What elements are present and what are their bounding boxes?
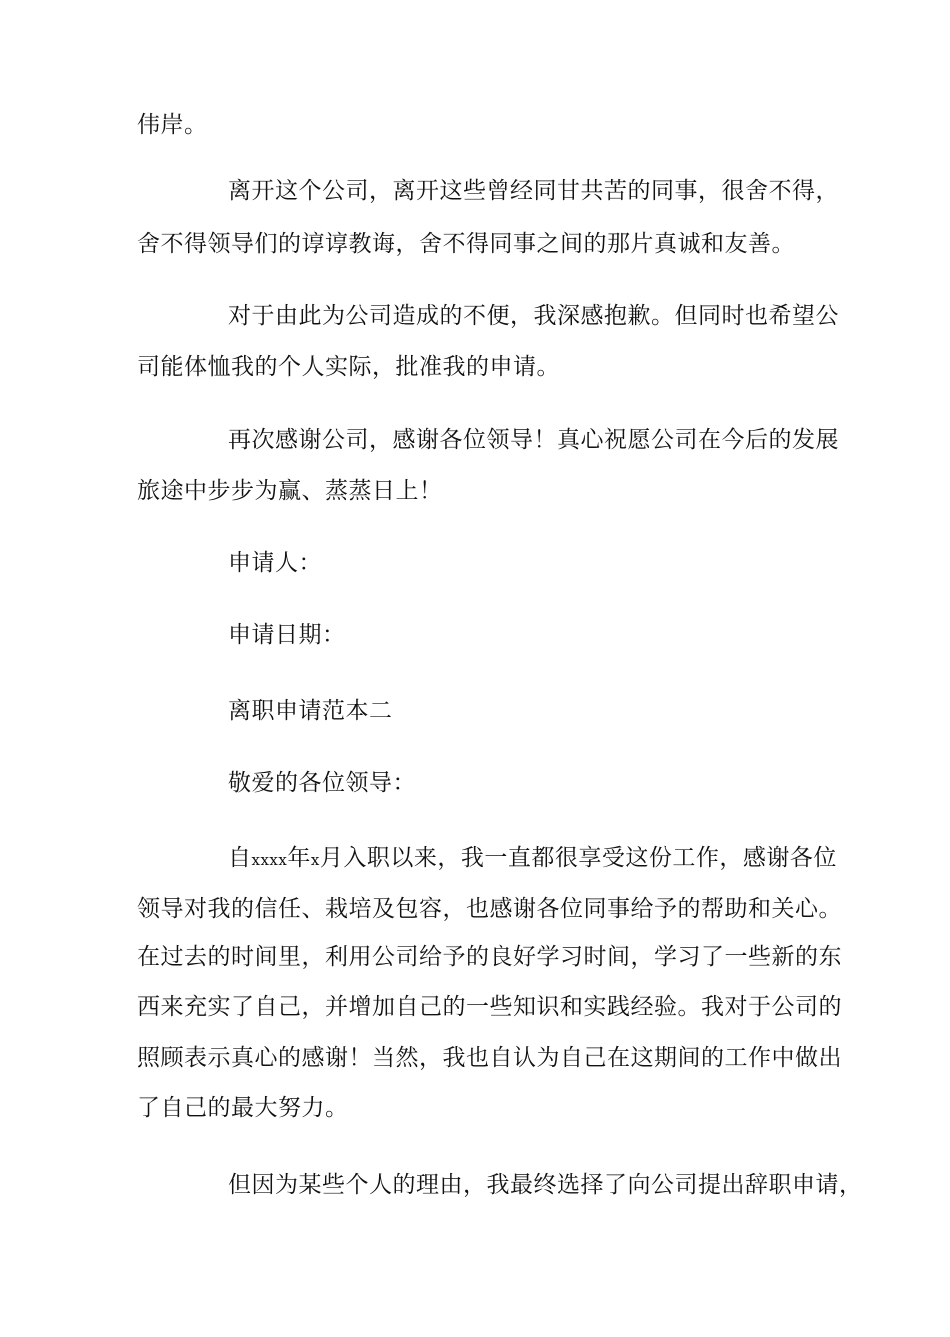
paragraph-line: 照顾表示真心的感谢！当然，我也自认为自己在这期间的工作中做出 [137, 1045, 842, 1071]
paragraph-line: 西来充实了自己，并增加自己的一些知识和实践经验。我对于公司的 [137, 994, 842, 1020]
salutation: 敬爱的各位领导： [228, 770, 416, 796]
year-placeholder: xxxx [251, 851, 288, 869]
paragraph-line: 领导对我的信任、栽培及包容，也感谢各位同事给予的帮助和关心。 [137, 896, 842, 922]
paragraph-line: 对于由此为公司造成的不便，我深感抱歉。但同时也希望公 [228, 303, 839, 329]
applicant-label: 申请人： [228, 550, 322, 576]
paragraph-line: 伟岸。 [137, 112, 208, 138]
paragraph-line: 再次感谢公司，感谢各位领导！真心祝愿公司在今后的发展 [228, 427, 839, 453]
application-date-label: 申请日期： [228, 622, 346, 648]
text-fragment: 自 [228, 845, 252, 871]
paragraph-line: 舍不得领导们的谆谆教诲，舍不得同事之间的那片真诚和友善。 [137, 231, 795, 257]
paragraph-line: 了自己的最大努力。 [137, 1095, 349, 1121]
paragraph-line: 旅途中步步为赢、蒸蒸日上！ [137, 478, 443, 504]
section-title: 离职申请范本二 [228, 698, 393, 724]
paragraph-line: 司能体恤我的个人实际，批准我的申请。 [137, 354, 560, 380]
month-placeholder: x [310, 851, 320, 869]
text-fragment: 月入职以来，我一直都很享受这份工作，感谢各位 [319, 845, 837, 871]
text-fragment: 年 [287, 845, 311, 871]
paragraph-line: 在过去的时间里，利用公司给予的良好学习时间，学习了一些新的东 [137, 944, 842, 970]
paragraph-line: 离开这个公司，离开这些曾经同甘共苦的同事，很舍不得， [228, 178, 839, 204]
paragraph-line-start [228, 843, 837, 875]
paragraph-line: 但因为某些个人的理由，我最终选择了向公司提出辞职申请， [228, 1172, 863, 1198]
